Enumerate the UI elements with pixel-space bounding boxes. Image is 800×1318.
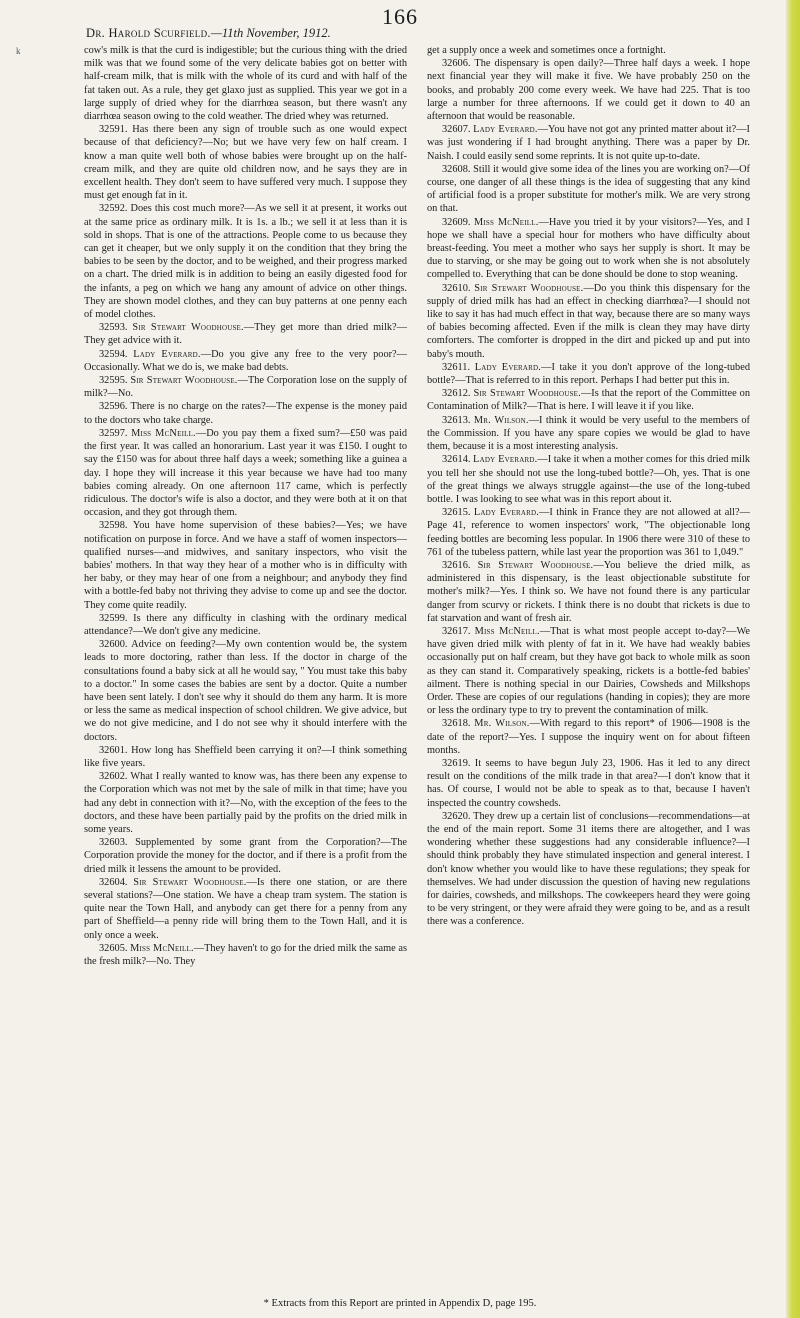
question-number: 32597.	[99, 427, 128, 439]
question-number: 32599.	[99, 612, 128, 624]
question-paragraph	[427, 414, 750, 454]
running-head	[86, 26, 331, 41]
question-number: 32592.	[99, 203, 128, 215]
question-paragraph	[427, 163, 750, 216]
speaker-name: Sir Stewart Woodhouse.	[473, 388, 581, 400]
speaker-name: Sir Stewart Woodhouse.	[130, 375, 238, 387]
question-paragraph	[84, 374, 407, 400]
question-paragraph	[427, 123, 750, 163]
paragraph-text: —I take it you don't approve of the long-tubed bottle?—That is referred to in this report. Perhaps I had better put this in.	[427, 361, 750, 387]
question-number: 32617.	[442, 625, 471, 637]
paragraph-text: What I really wanted to know was, has there been any expense to the Corporation which was not met by the sale of milk in that time; have you had any debt in connection with it?—No, with the exception of the fees to the doctors, and these have been partially paid by the profits on the dried milk in some years.	[84, 771, 407, 835]
text-columns	[84, 44, 750, 968]
paragraph-text: —Do you think this dispensary for the supply of dried milk has had an effect in checking diarrhœa?—I should not like to say it has had much effect in that way, because there are so many ways of babies becoming affected. Even if the milk is clean they may have dirty comforters. The comforter is dropped in the dirt and picked up and put into baby's mouth.	[427, 282, 750, 360]
paragraph-text: The dispensary is open daily?—Three half days a week. I hope next financial year they will make it five. We have probably 250 on the books, and probably 200 come every week. We have had 225. That is too large a number for three afternoons. If we could get it down to 40 an afternoon that would be reasonable.	[427, 58, 751, 123]
paragraph-text: How long has Sheffield been carrying it on?—I think something like five years.	[84, 744, 407, 769]
question-paragraph	[427, 810, 750, 929]
paragraph-text: Advice on feeding?—My own contention would be, the system leads to more doctoring, rather than less. If the doctor in charge of the consultations found a baby sick at all he would say, " You must take this baby to a doctor." In some cases the babies are sent by a doctor. Quite a number have been sent lately. I don't see why it should do them any harm. It is more or less the same as medical inspection of school children. We give advice, but we do not give medicine, and I do not see why it should interfere with the doctors.	[84, 639, 408, 743]
question-paragraph	[427, 57, 750, 123]
question-number: 32616.	[442, 559, 471, 571]
question-number: 32605.	[99, 942, 128, 954]
paragraph-text: Is there any difficulty in clashing with the ordinary medical attendance?—We don't give any medicine.	[84, 612, 407, 637]
speaker-name: Lady Everard.	[473, 454, 538, 466]
question-paragraph	[84, 836, 407, 876]
question-number: 32607.	[442, 124, 471, 136]
speaker-name: Miss McNeill.	[131, 427, 196, 439]
speaker-name: Mr. Wilson.	[473, 414, 529, 426]
question-number: 32611.	[442, 361, 471, 373]
question-number: 32615.	[442, 507, 471, 519]
question-number: 32613.	[442, 414, 471, 426]
paragraph-text: —The Corporation lose on the supply of milk?—No.	[84, 375, 408, 400]
question-paragraph	[427, 282, 750, 361]
question-number: 32618.	[442, 718, 471, 730]
question-paragraph	[84, 400, 407, 426]
speaker-name: Sir Stewart Woodhouse.	[474, 282, 584, 294]
left-column	[84, 44, 407, 968]
paragraph-text: Supplemented by some grant from the Corporation?—The Corporation provide the money for the doctor, and if there is a profit from the dried milk it lessens the amount to be provided.	[84, 837, 408, 875]
page-number: 166	[382, 4, 418, 29]
question-paragraph	[84, 638, 407, 744]
speaker-name: Sir Stewart Woodhouse.	[132, 322, 244, 334]
paragraph-text: —Do you give any free to the very poor?—Occasionally. What we do is, we make bad debts.	[84, 348, 407, 373]
speaker-name: Miss McNeill.	[130, 942, 194, 954]
paragraph-text: —You have not got any printed matter about it?—I was just wondering if I had brought anything. There was a paper by Dr. Naish. I could easily send some reprints. It is not quite up-to-date.	[427, 124, 751, 162]
question-paragraph	[84, 876, 407, 942]
speaker-name: Sir Stewart Woodhouse.	[477, 559, 594, 571]
speaker-name: Mr. Wilson.	[474, 718, 530, 730]
question-number: 32604.	[99, 876, 128, 888]
question-number: 32606.	[442, 58, 471, 70]
paragraph-text: get a supply once a week and sometimes once a fortnight.	[427, 45, 666, 56]
speaker-name: Miss McNeill.	[474, 216, 539, 228]
paragraph-text: cow's milk is that the curd is indigestible; but the curious thing with the dried milk was that we found some of the very delicate babies got on better with half-cream milk, that is milk with the whole of its curd and with half of the fat taken out. As a rule, they get glaxo just as supplied. This year we got in a large supply of dried whey for the diarrhœa season, but there wasn't any diarrhœa season owing to the cold weather. The dried whey was returned.	[84, 45, 407, 123]
paragraph-text: —Do you pay them a fixed sum?—£50 was paid the first year. It was called an honorarium. Last year it was £150. I ought to say the £150 was for about three half days a week; something like a guinea a day. I hope they will increase it this year because we have had too many babies coming already. On one afternoon 117 came, which is perfectly ridiculous. The doctor's wife is also a doctor, and they were both at it on that occasion, and they got through them.	[84, 427, 407, 519]
question-paragraph	[427, 216, 750, 282]
question-number: 32600.	[99, 639, 128, 651]
question-paragraph	[427, 717, 750, 757]
speaker-name: Lady Everard.	[474, 361, 542, 373]
question-paragraph	[84, 123, 407, 202]
question-number: 32614.	[442, 454, 471, 466]
question-paragraph	[427, 387, 750, 413]
question-number: 32594.	[99, 348, 128, 360]
question-number: 32619.	[442, 757, 471, 769]
page-edge	[786, 0, 800, 1318]
paragraph-text: You have home supervision of these babies?—Yes; we have notification on purpose in force. And we have a staff of women inspectors—qualified nurses—and midwives, and sanitary inspectors, who visit the babies' mothers. In that way they hear of a mother who is in difficulty with her baby, or they may hear of one from a neighbour; and anybody they find with a bottle-fed baby not thriving they advise to come up and see the doctor. They come quite readily.	[84, 520, 408, 611]
question-number: 32591.	[99, 124, 128, 136]
question-number: 32612.	[442, 388, 471, 400]
hearing-date: —11th November, 1912.	[210, 26, 331, 40]
question-number: 32608.	[442, 163, 471, 175]
paragraph-text: It seems to have begun July 23, 1906. Has it led to any direct result on the conditions of the milk trade in that area?—I don't know that it has. Of course, I would not be able to speak as to that, because I haven't inspected the country cowsheds.	[427, 757, 750, 809]
question-number: 32603.	[99, 837, 128, 849]
paragraph-text: —They get more than dried milk?—They get advice with it.	[84, 322, 407, 347]
paragraph-text: —They haven't to go for the dried milk the same as the fresh milk?—No. They	[84, 942, 407, 968]
question-paragraph	[84, 942, 407, 968]
question-paragraph	[427, 625, 750, 717]
question-paragraph	[427, 361, 750, 387]
paragraph-text: Does this cost much more?—As we sell it at present, it works out at the same price as ordinary milk. It is 1s. a lb.; we sell it at less than it is sold in shops. That is one of the attractions. People come to us because they can get it cheaper, but we only supply it on the condition that they bring the babies to be seen by the doctor, and to be weighed, and their progress marked on a chart. The dried milk is in addition to being an easily digested food for the infants, a peg on which we hang any amount of advice on other things. They are shown model clothes, and they can buy patterns at one penny each of model clothes.	[84, 203, 407, 321]
question-number: 32598.	[99, 520, 128, 532]
speaker-name: Miss McNeill.	[474, 625, 540, 637]
question-number: 32609.	[442, 216, 471, 228]
question-paragraph	[427, 506, 750, 559]
paragraph-text: —You believe the dried milk, as administered in this dispensary, is the least objectionable substitute for mother's milk?—Yes. I think so. We have not found there is any particular danger from scurvy or rickets. I think there is no doubt that rickets is due to fat starvation and want of fresh air.	[427, 559, 750, 624]
paragraph-text: —I think it would be very useful to the members of the Commission. If you have any spare copies we would be glad to have them, because it is a most interesting analysis.	[427, 414, 750, 453]
paragraph-text: —Is that the report of the Committee on Contamination of Milk?—That is here. I will leave it if you like.	[427, 388, 751, 413]
paragraph-text: Has there been any sign of trouble such as one would expect because of that deficiency?—No; but we have very few on half cream. I know a man quite well both of whose babies were brought up on the half-cream milk, and they are quite old children now, and he says they are in excellent health. They don't seem to have suffered very much. I suppose they must get enough fat in it.	[84, 124, 408, 202]
question-paragraph	[427, 453, 750, 506]
question-paragraph	[427, 559, 750, 625]
paragraph-text: They drew up a certain list of conclusions—recommendations—at the end of the main report. Some 31 items there are altogether, and I was wondering whether these suggestions had any considerable influence?—I should think probably they have stimulated inspection and general interest. I don't know whether you would like to have these regulations; they speak for themselves. We had under discussion the question of having new regulations for dairies, cowsheds, and milkshops. The cowkeepers heard they were going to be very stringent, or they were afraid they were going to be, and as a result there was a conference.	[427, 810, 750, 928]
speaker-name: Lady Everard.	[473, 507, 540, 519]
question-paragraph	[427, 757, 750, 810]
question-number: 32595.	[99, 375, 128, 387]
witness-name: Dr. Harold Scurfield.	[86, 26, 211, 40]
question-paragraph	[427, 44, 750, 57]
paragraph-text: There is no charge on the rates?—The expense is the money paid to the doctors who take charge.	[84, 401, 408, 426]
footnote: * Extracts from this Report are printed in Appendix D, page 195.	[263, 1298, 537, 1309]
question-paragraph	[84, 44, 407, 123]
paragraph-text: —I take it when a mother comes for this dried milk you tell her she should not use the long-tubed bottle?—Oh, yes. That is one of the great things we always struggle against—the use of the long-tubed bottle. I was looking to see what was in this report about it.	[427, 454, 750, 505]
paragraph-text: —With regard to this report* of 1906—1908 is the date of the report?—Yes. I suppose the inquiry went on for about fifteen months.	[427, 718, 750, 756]
margin-mark: k	[16, 46, 21, 56]
paragraph-text: —Is there one station, or are there several stations?—One station. We have a cheap tram system. The station is quite near the Town Hall, and anybody can get there for a penny from any part of Sheffield—a penny ride will bring them to the Town Hall, and it is only once a week.	[84, 876, 407, 941]
question-paragraph	[84, 348, 407, 374]
paragraph-text: Still it would give some idea of the lines you are working on?—Of course, one danger of all these things is the idea of suggesting that any kind of artificial food is a proper substitute for mother's milk. We are very strong on that.	[427, 163, 750, 215]
question-number: 32593.	[99, 322, 128, 334]
question-paragraph	[84, 321, 407, 347]
question-number: 32620.	[442, 810, 471, 822]
question-paragraph	[84, 744, 407, 770]
question-paragraph	[84, 612, 407, 638]
question-paragraph	[84, 770, 407, 836]
speaker-name: Sir Stewart Woodhouse.	[133, 876, 247, 888]
paragraph-text: —Have you tried it by your visitors?—Yes, and I hope we shall have a special hour for mothers who have difficulty about breast-feeding. You meet a mother who says her supply is short. It may be due to starving, or she may be going out to work when she is not absolutely compelled to. Everything that can be done should be done to stop weaning.	[427, 216, 750, 281]
question-paragraph	[84, 202, 407, 321]
right-column	[427, 44, 750, 968]
question-paragraph	[84, 427, 407, 519]
question-number: 32596.	[99, 401, 128, 413]
paragraph-text: —I think in France they are not allowed at all?—Page 41, reference to women inspectors' work, "The objectionable long feeding bottles are becoming less popular. In 1906 there were 310 of these to 761 of the tubeless pattern, while last year the proportion was 361 to 1,049."	[427, 507, 750, 558]
question-number: 32602.	[99, 771, 128, 783]
question-paragraph	[84, 519, 407, 611]
speaker-name: Lady Everard.	[133, 348, 201, 360]
speaker-name: Lady Everard.	[473, 124, 538, 136]
paragraph-text: —That is what most people accept to-day?—We have given dried milk with plenty of fat in it. We have had weakly babies occasionally put on half cream, but they have got back to whole milk as soon as they can stand it. Comparatively speaking, rickets is a bottle-fed babies' ailment. There is nothing special in our Dairies, Cowsheds and Milkshops Order. These are copies of our regulations (handing in copies); they are more or less the ordinary type to try to prevent the contamination of milk.	[427, 625, 750, 717]
question-number: 32610.	[442, 282, 471, 294]
question-number: 32601.	[99, 744, 128, 756]
